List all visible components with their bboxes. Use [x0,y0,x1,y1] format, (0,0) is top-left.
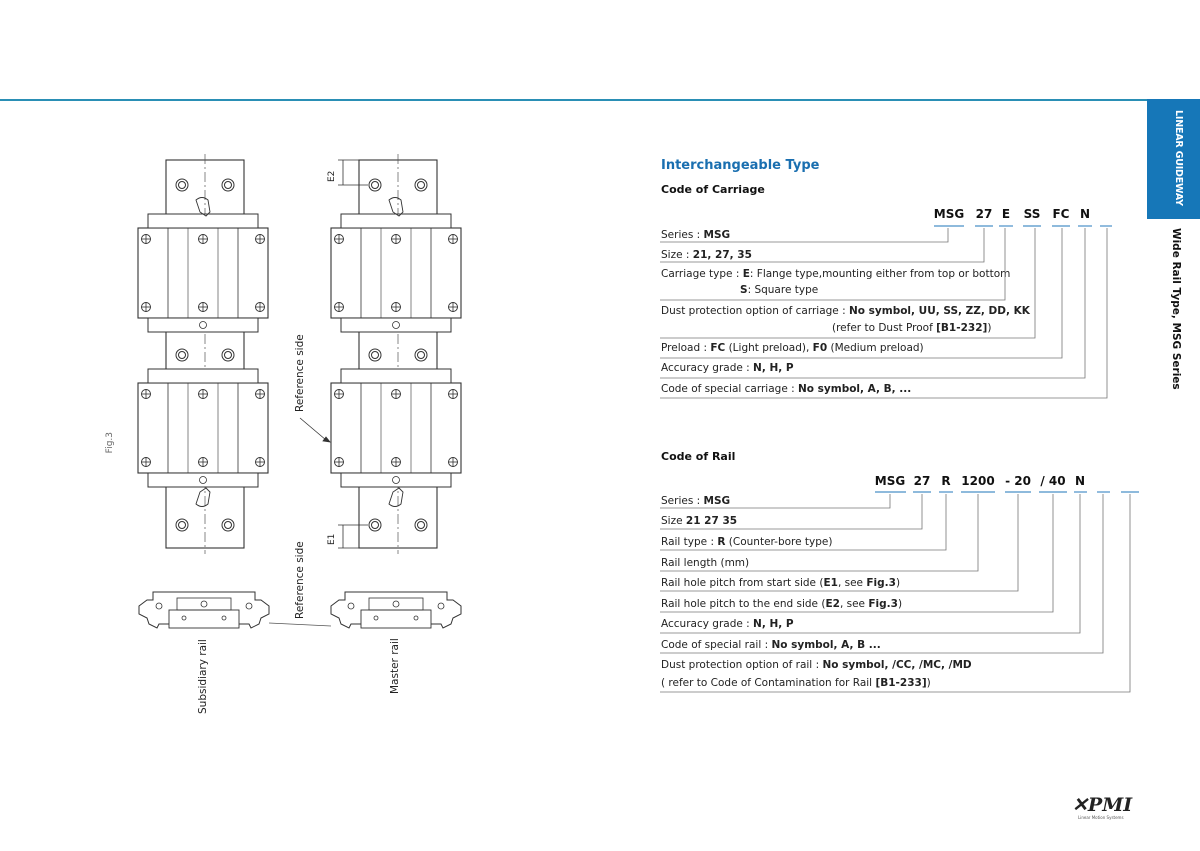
rail-subhead: Code of Rail [661,450,736,463]
carriage-row-preload: Preload : FC (Light preload), F0 (Medium preload) [661,342,924,354]
master-rail-label: Master rail [389,638,401,694]
carriage-row-special: Code of special carriage : No symbol, A, B, ... [661,383,912,395]
side-section-title: Wide Rail Type, MSG Series [1170,228,1182,390]
rail-row-special: Code of special rail : No symbol, A, B ... [661,639,881,651]
rail-row-series: Series : MSG [661,495,731,507]
carriage-code-dust: SS [1023,207,1041,221]
reference-side-label-2: Reference side [294,541,306,619]
rail-code-size: 27 [913,474,931,488]
fig-label: Fig.3 [105,432,115,454]
carriage-row-dust: Dust protection option of carriage : No symbol, UU, SS, ZZ, DD, KK [661,305,1030,317]
e1-dimension-label: E1 [327,533,337,545]
carriage-row-series: Series : MSG [661,229,731,241]
pmi-logo: ✕PMI [1072,794,1133,816]
carriage-row-accuracy: Accuracy grade : N, H, P [661,362,794,374]
rail-row-dust: Dust protection option of rail : No symbol, /CC, /MC, /MD [661,659,972,671]
rail-row-e1: Rail hole pitch from start side (E1, see Fig.3) [661,577,901,589]
rail-row-accuracy: Accuracy grade : N, H, P [661,618,794,630]
page-heading: Interchangeable Type [661,158,820,173]
carriage-code-preload: FC [1052,207,1070,221]
carriage-subhead: Code of Carriage [661,183,765,196]
reference-side-label-1: Reference side [294,334,306,412]
subsidiary-rail-label: Subsidiary rail [197,639,209,714]
rail-code-length: 1200 [961,474,995,488]
rail-row-dust-2: ( refer to Code of Contamination for Rail [B1-233]) [661,677,931,689]
rail-row-length: Rail length (mm) [661,557,750,569]
carriage-row-type: Carriage type : E: Flange type,mounting either from top or bottom [661,268,1011,280]
pmi-logo-tagline: Linear Motion Systems [1078,815,1124,820]
side-tab-label: LINEAR GUIDEWAY [1173,110,1184,206]
e2-dimension-label: E2 [327,170,337,182]
carriage-row-size: Size : 21, 27, 35 [661,249,752,261]
carriage-code-accuracy: N [1079,207,1091,221]
rail-code-series: MSG [874,474,906,488]
rail-row-size: Size 21 27 35 [661,515,738,527]
rail-code-e2: / 40 [1040,474,1066,488]
rail-row-e2: Rail hole pitch to the end side (E2, see Fig.3) [661,598,903,610]
rail-code-type: R [941,474,951,488]
carriage-code-type: E [1001,207,1011,221]
carriage-row-dust-2: (refer to Dust Proof [B1-232]) [832,322,992,334]
carriage-code-size: 27 [975,207,993,221]
rail-code-accuracy: N [1074,474,1086,488]
carriage-row-type-2: S: Square type [740,284,819,296]
carriage-code-series: MSG [933,207,965,221]
rail-row-type: Rail type : R (Counter-bore type) [661,536,833,548]
rail-code-e1: - 20 [1005,474,1031,488]
